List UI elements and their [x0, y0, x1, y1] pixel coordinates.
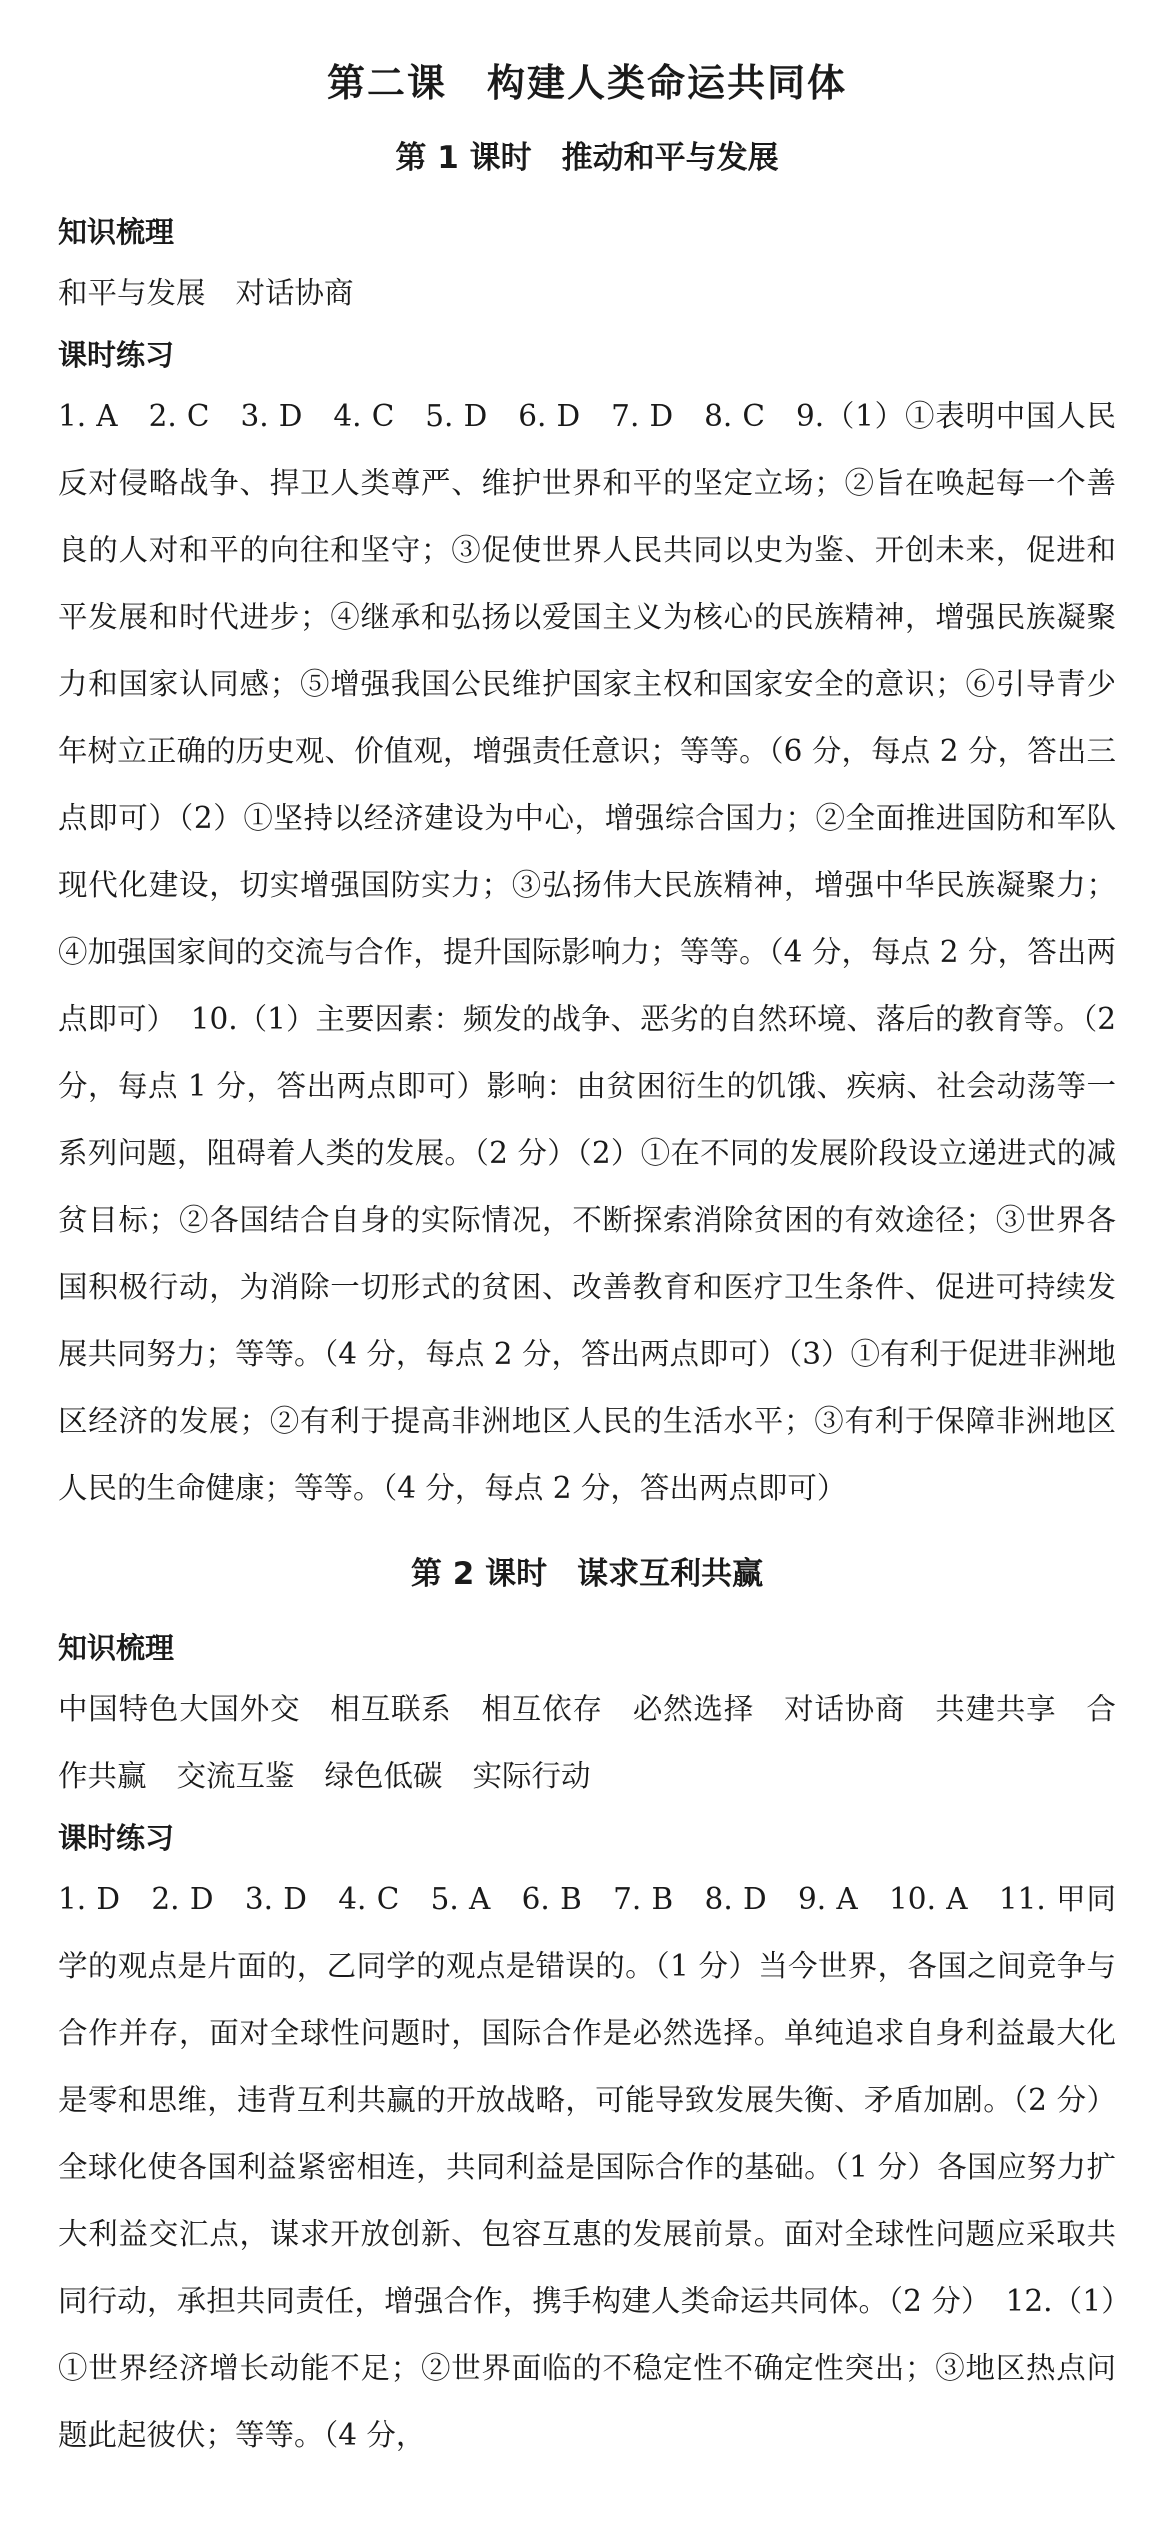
lesson-2-practice-answers: 1. D 2. D 3. D 4. C 5. A 6. B 7. B 8. D 9. A 10. A 11. 甲同学的观点是片面的，乙同学的观点是错误的。（1 分）当今世界，各国之间竞争与合作并存，面对全球性问题时，国际合作是必然选择。单纯追求自身利益最大化是零和思维，违背互利共赢的开放战略，可能导致发展失衡、矛盾加剧。（2 分）全球化使各国利益紧密相连，共同利益是国际合作的基础。（1 分）各国应努力扩大利益交汇点，谋求开放创新、包容互惠的发展前景。面对全球性问题应采取共同行动，承担共同责任，增强合作，携手构建人类命运共同体。（2 分） 12.（1）①世界经济增长动能不足；②世界面临的不稳定性不确定性突出；③地区热点问题此起彼伏；等等。（4 分， — [58, 1882, 1116, 2452]
keyword: 和平与发展 — [58, 276, 206, 310]
lesson-1-practice-answers: 1. A 2. C 3. D 4. C 5. D 6. D 7. D 8. C 9.（1）①表明中国人民反对侵略战争、捍卫人类尊严、维护世界和平的坚定立场；②旨在唤起每一个善良的人对和平的向往和坚守；③促使世界人民共同以史为鉴、开创未来，促进和平发展和时代进步；④继承和弘扬以爱国主义为核心的民族精神，增强民族凝聚力和国家认同感；⑤增强我国公民维护国家主权和国家安全的意识；⑥引导青少年树立正确的历史观、价值观，增强责任意识；等等。（6 分，每点 2 分，答出三点即可）（2）①坚持以经济建设为中心，增强综合国力；②全面推进国防和军队现代化建设，切实增强国防实力；③弘扬伟大民族精神，增强中华民族凝聚力；④加强国家间的交流与合作，提升国际影响力；等等。（4 分，每点 2 分，答出两点即可） 10.（1）主要因素：频发的战争、恶劣的自然环境、落后的教育等。（2 分，每点 1 分，答出两点即可）影响：由贫困衍生的饥饿、疾病、社会动荡等一系列问题，阻碍着人类的发展。（2 分）（2）①在不同的发展阶段设立递进式的减贫目标；②各国结合自身的实际情况，不断探索消除贫困的有效途径；③世界各国积极行动，为消除一切形式的贫困、改善教育和医疗卫生条件、促进可持续发展共同努力；等等。（4 分，每点 2 分，答出两点即可）（3）①有利于促进非洲地区经济的发展；②有利于提高非洲地区人民的生活水平；③有利于保障非洲地区人民的生命健康；等等。（4 分，每点 2 分，答出两点即可） — [58, 399, 1116, 1505]
lesson-2-knowledge-items — [58, 1676, 1116, 1810]
lesson-2-knowledge-heading: 知识梳理 — [58, 1631, 175, 1665]
keyword: 对话协商 — [784, 1692, 906, 1726]
keyword: 共建共享 — [935, 1692, 1057, 1726]
lesson-1-title-name: 推动和平与发展 — [561, 140, 779, 176]
lesson-2-title-name: 谋求互利共赢 — [577, 1556, 764, 1592]
chapter-title: 第二课 构建人类命运共同体 — [326, 61, 847, 105]
keyword: 对话协商 — [235, 276, 354, 310]
lesson-2-practice-heading: 课时练习 — [58, 1821, 175, 1855]
lesson-2-title-prefix: 第 2 课时 — [410, 1556, 548, 1592]
keyword: 实际行动 — [472, 1759, 591, 1793]
lesson-1-practice-heading: 课时练习 — [58, 338, 175, 372]
lesson-1-title-prefix: 第 1 课时 — [395, 140, 532, 176]
keyword: 必然选择 — [632, 1692, 755, 1726]
keyword: 相互联系 — [330, 1692, 452, 1726]
keyword: 交流互鉴 — [176, 1759, 295, 1793]
keyword: 绿色低碳 — [324, 1759, 443, 1793]
lesson-1-knowledge-items — [58, 260, 1116, 327]
lesson-2-title — [58, 1552, 1116, 1596]
lesson-1-title — [58, 136, 1116, 180]
keyword: 合作共赢 — [58, 1692, 1116, 1793]
lesson-1-knowledge-heading: 知识梳理 — [58, 215, 175, 249]
keyword: 中国特色大国外交 — [58, 1692, 301, 1726]
keyword: 相互依存 — [481, 1692, 603, 1726]
